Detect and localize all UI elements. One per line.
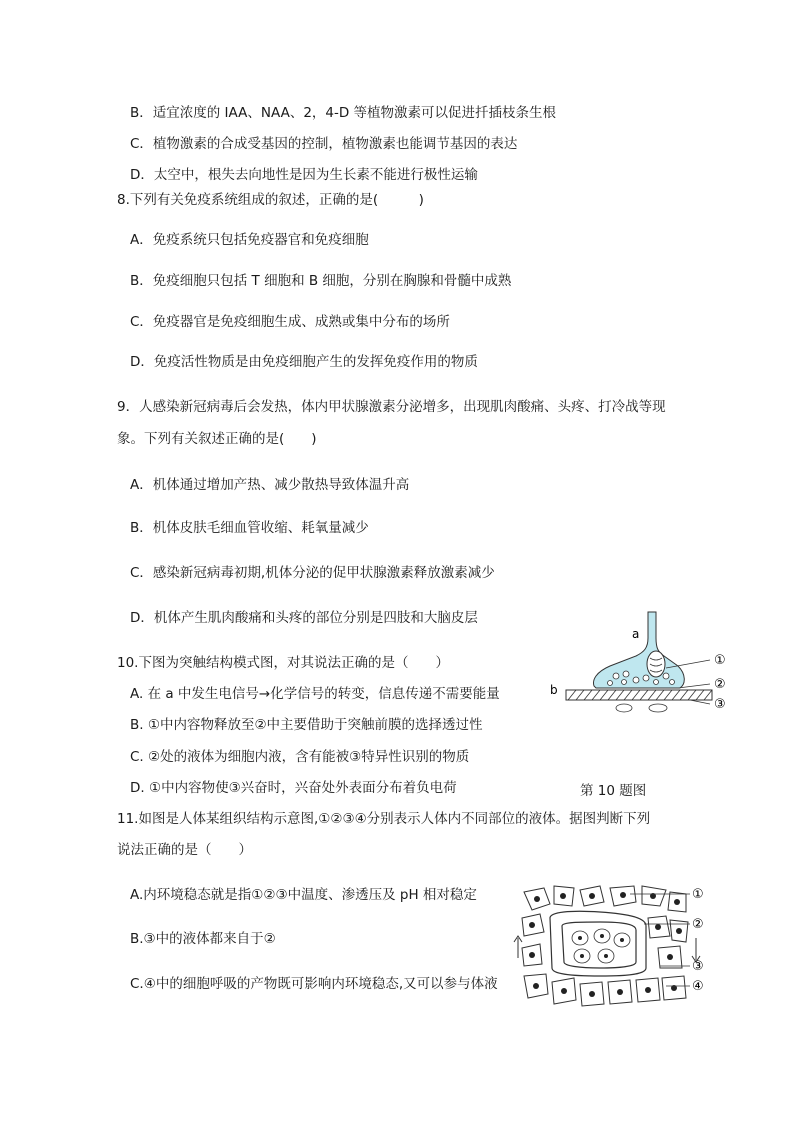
q7-option-b: B．适宜浓度的 IAA、NAA、2，4-D 等植物激素可以促进扦插枝条生根 [130,105,557,121]
label-2: ② [692,917,704,932]
q10-option-c: C. ②处的液体为细胞内液，含有能被③特异性识别的物质 [130,749,470,765]
label-2: ② [714,677,726,692]
q8-option-b: B．免疫细胞只包括 T 细胞和 B 细胞，分别在胸腺和骨髓中成熟 [130,273,512,289]
tissue-diagram [510,878,720,1018]
q10-option-a: A. 在 a 中发生电信号→化学信号的转变，信息传递不需要能量 [130,686,500,702]
q8-stem: 8.下列有关免疫系统组成的叙述，正确的是( ) [117,192,424,208]
q10-stem: 10.下图为突触结构模式图，对其说法正确的是（ ） [117,655,449,671]
label-1: ① [692,887,704,902]
q9-stem-line1: 9．人感染新冠病毒后会发热，体内甲状腺激素分泌增多，出现肌肉酸痛、头疼、打冷战等现 [117,399,666,415]
label-a: a [632,627,640,641]
q7-option-d: D．太空中，根失去向地性是因为生长素不能进行极性运输 [130,167,478,183]
q11-option-a: A.内环境稳态就是指①②③中温度、渗透压及 pH 相对稳定 [130,887,477,903]
label-1: ① [714,653,726,668]
receptor-right [649,704,667,712]
label-b: b [550,683,558,697]
q9-option-d: D．机体产生肌肉酸痛和头疼的部位分别是四肢和大脑皮层 [130,610,478,626]
q8-option-a: A．免疫系统只包括免疫器官和免疫细胞 [130,232,369,248]
label-3: ③ [714,697,726,712]
q9-option-a: A．机体通过增加产热、减少散热导致体温升高 [130,477,410,493]
q7-option-c: C．植物激素的合成受基因的控制，植物激素也能调节基因的表达 [130,136,518,152]
synapse-diagram [540,608,740,718]
q11-option-c: C.④中的细胞呼吸的产物既可影响内环境稳态,又可以参与体液 [130,976,498,992]
label-4: ④ [692,979,704,994]
q8-option-c: C．免疫器官是免疫细胞生成、成熟或集中分布的场所 [130,314,450,330]
q9-option-c: C．感染新冠病毒初期,机体分泌的促甲状腺激素释放激素减少 [130,565,495,581]
label-3: ③ [692,959,704,974]
q9-option-b: B．机体皮肤毛细血管收缩、耗氧量减少 [130,520,369,536]
receptor-left [616,704,632,712]
q11-stem-line1: 11.如图是人体某组织结构示意图,①②③④分别表示人体内不同部位的液体。据图判断下列 [117,811,651,827]
mitochondrion [647,651,665,677]
q11-option-b: B.③中的液体都来自于② [130,931,276,947]
q9-stem-line2: 象。下列有关叙述正确的是( ) [117,431,317,447]
q10-figure-caption: 第 10 题图 [580,783,647,799]
q8-option-d: D．免疫活性物质是由免疫细胞产生的发挥免疫作用的物质 [130,354,478,370]
q10-option-d: D. ①中内容物使③兴奋时，兴奋处外表面分布着负电荷 [130,780,457,796]
q10-option-b: B. ①中内容物释放至②中主要借助于突触前膜的选择透过性 [130,717,483,733]
q11-stem-line2: 说法正确的是（ ） [117,842,252,858]
axon-terminal [594,612,685,688]
